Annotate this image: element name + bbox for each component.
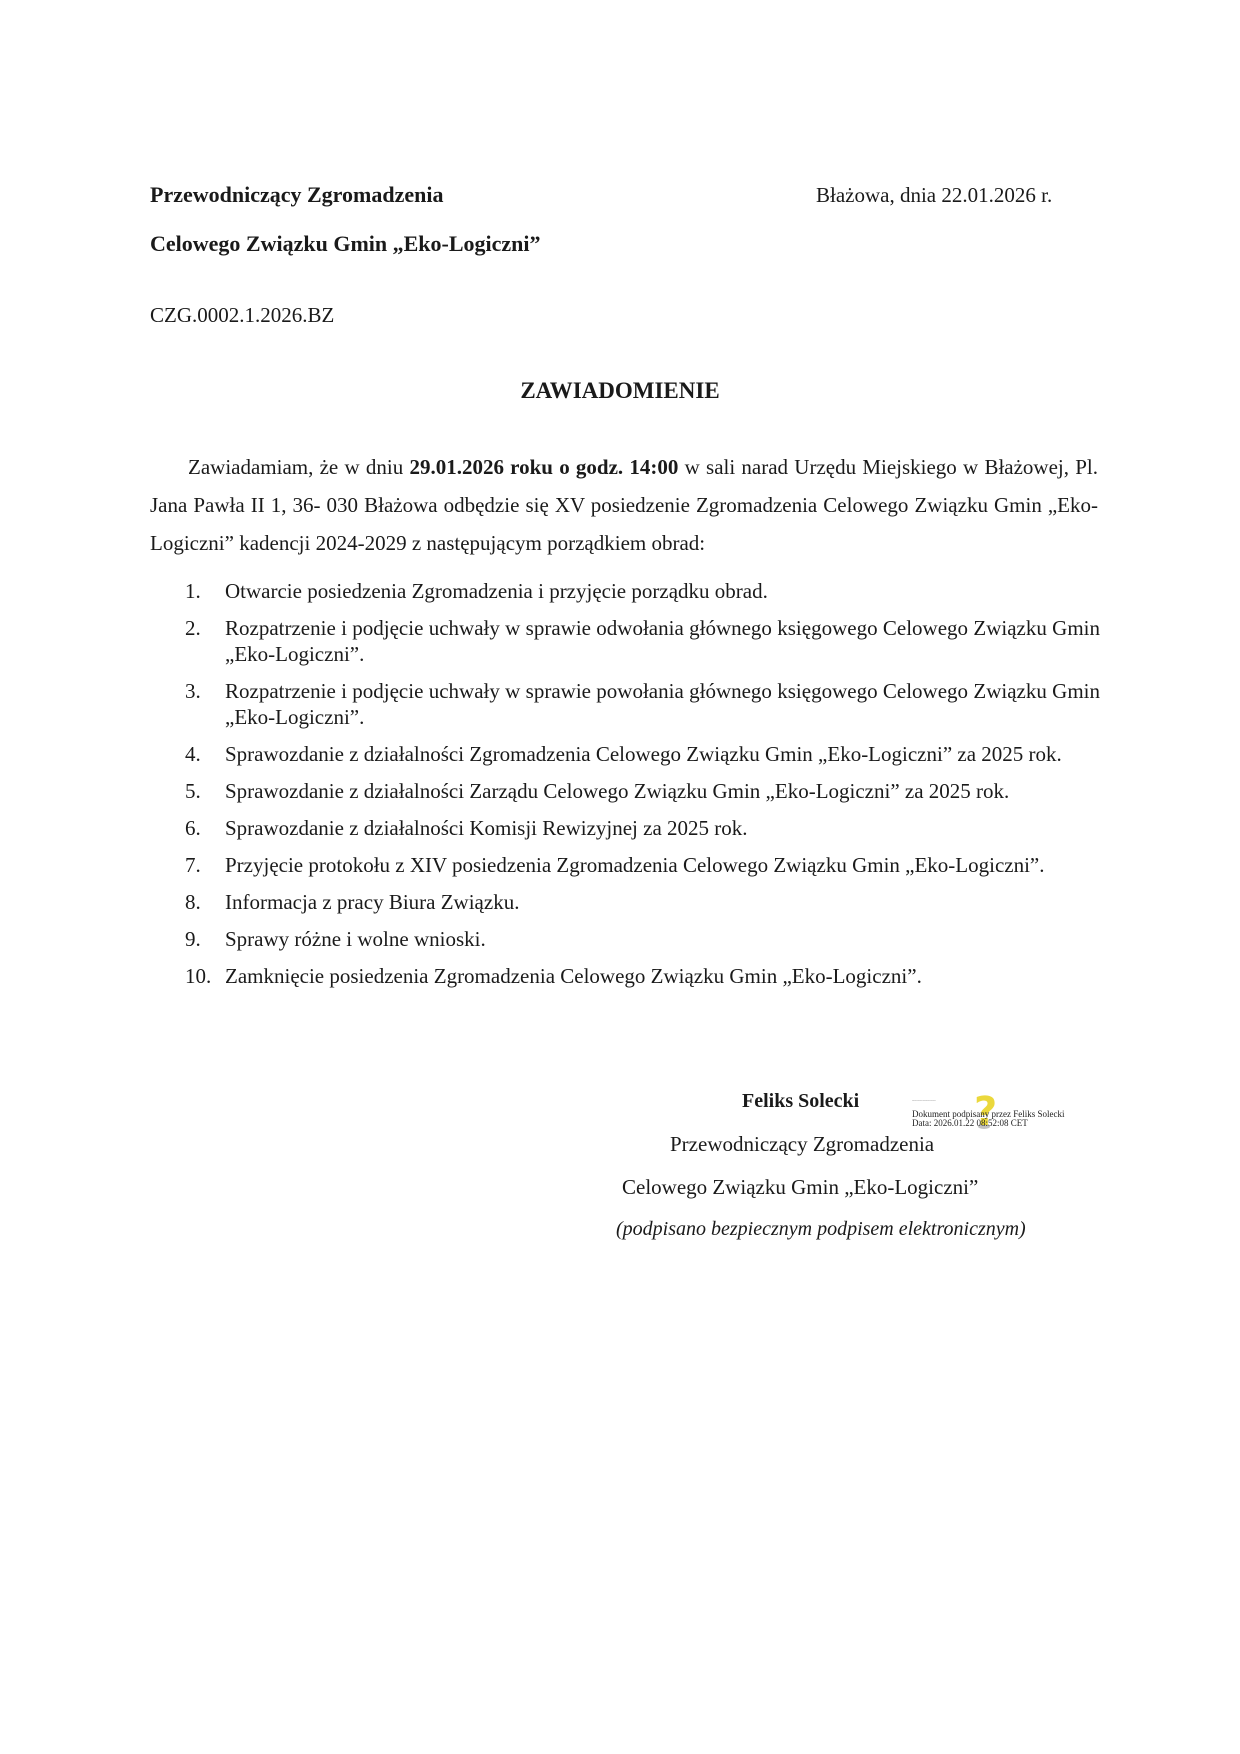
agenda-item-number: 1. bbox=[185, 579, 201, 603]
header-line-1: Przewodniczący Zgromadzenia bbox=[150, 182, 444, 207]
question-mark-icon: ? bbox=[974, 1089, 998, 1135]
agenda-item bbox=[150, 615, 1100, 667]
document-date: Błażowa, dnia 22.01.2026 r. bbox=[816, 183, 1053, 207]
signatory-name: Feliks Solecki bbox=[742, 1090, 860, 1112]
header-line-2: Celowego Związku Gmin „Eko-Logiczni” bbox=[150, 231, 541, 256]
agenda-item-number: 5. bbox=[185, 779, 201, 803]
agenda-item-text: Sprawozdanie z działalności Zgromadzenia Celowego Związku Gmin „Eko-Logiczni” za 2025 rok. bbox=[225, 742, 1062, 766]
stamp-date: Data: 2026.01.22 08:52:08 CET bbox=[912, 1118, 1028, 1128]
agenda-item bbox=[150, 678, 1100, 730]
paragraph-text-before: Zawiadamiam, że w dniu bbox=[188, 455, 410, 479]
agenda-item-text: Sprawozdanie z działalności Komisji Rewizyjnej za 2025 rok. bbox=[225, 816, 748, 840]
agenda-item-number: 9. bbox=[185, 927, 201, 951]
stamp-microtext: ~~~~~~~~~~~ bbox=[912, 1098, 936, 1103]
signatory-title-line-2: Celowego Związku Gmin „Eko-Logiczni” bbox=[622, 1175, 979, 1199]
notice-paragraph bbox=[150, 448, 1098, 562]
agenda-item bbox=[150, 926, 1100, 952]
agenda-item-text: Przyjęcie protokołu z XIV posiedzenia Zgromadzenia Celowego Związku Gmin „Eko-Logiczni”. bbox=[225, 853, 1045, 877]
agenda-item bbox=[150, 852, 1100, 878]
agenda-item bbox=[150, 578, 1100, 604]
electronic-signature-stamp bbox=[912, 1089, 1072, 1138]
agenda-item-text: Informacja z pracy Biura Związku. bbox=[225, 890, 520, 914]
signatory-title-line-1: Przewodniczący Zgromadzenia bbox=[670, 1132, 935, 1156]
agenda-item-text: Rozpatrzenie i podjęcie uchwały w sprawie odwołania głównego księgowego Celowego Związku Gmin „Eko-Logiczni”. bbox=[225, 616, 1100, 666]
agenda-item bbox=[150, 963, 1100, 989]
agenda-list bbox=[150, 578, 1100, 1000]
agenda-item bbox=[150, 815, 1100, 841]
agenda-item-number: 10. bbox=[185, 964, 212, 988]
paragraph-text-after: w sali narad Urzędu Miejskiego w Błażowej, Pl. Jana Pawła II 1, 36- 030 Błażowa odbędzie się XV posiedzenie Zgromadzenia Celowego Związku Gmin „Eko- Logiczni” kadencji 2024-2029 z następującym porządkiem obrad: bbox=[150, 455, 1098, 555]
document-title: ZAWIADOMIENIE bbox=[520, 378, 720, 403]
paragraph-date-time: 29.01.2026 roku o godz. 14:00 bbox=[409, 455, 679, 479]
agenda-item bbox=[150, 741, 1100, 767]
signature-note: (podpisano bezpiecznym podpisem elektronicznym) bbox=[616, 1218, 1026, 1240]
reference-number: CZG.0002.1.2026.BZ bbox=[150, 303, 335, 327]
agenda-item-number: 4. bbox=[185, 742, 201, 766]
agenda-item-text: Otwarcie posiedzenia Zgromadzenia i przyjęcie porządku obrad. bbox=[225, 579, 768, 603]
agenda-item-number: 8. bbox=[185, 890, 201, 914]
agenda-item-text: Rozpatrzenie i podjęcie uchwały w sprawie powołania głównego księgowego Celowego Związku Gmin „Eko-Logiczni”. bbox=[225, 679, 1100, 729]
agenda-item bbox=[150, 778, 1100, 804]
agenda-item-number: 2. bbox=[185, 616, 201, 640]
agenda-item-number: 7. bbox=[185, 853, 201, 877]
agenda-item bbox=[150, 889, 1100, 915]
stamp-signed-by: Dokument podpisany przez Feliks Solecki bbox=[912, 1109, 1065, 1119]
agenda-item-number: 6. bbox=[185, 816, 201, 840]
agenda-item-text: Sprawozdanie z działalności Zarządu Celowego Związku Gmin „Eko-Logiczni” za 2025 rok. bbox=[225, 779, 1010, 803]
agenda-item-number: 3. bbox=[185, 679, 201, 703]
agenda-item-text: Sprawy różne i wolne wnioski. bbox=[225, 927, 486, 951]
agenda-item-text: Zamknięcie posiedzenia Zgromadzenia Celowego Związku Gmin „Eko-Logiczni”. bbox=[225, 964, 922, 988]
